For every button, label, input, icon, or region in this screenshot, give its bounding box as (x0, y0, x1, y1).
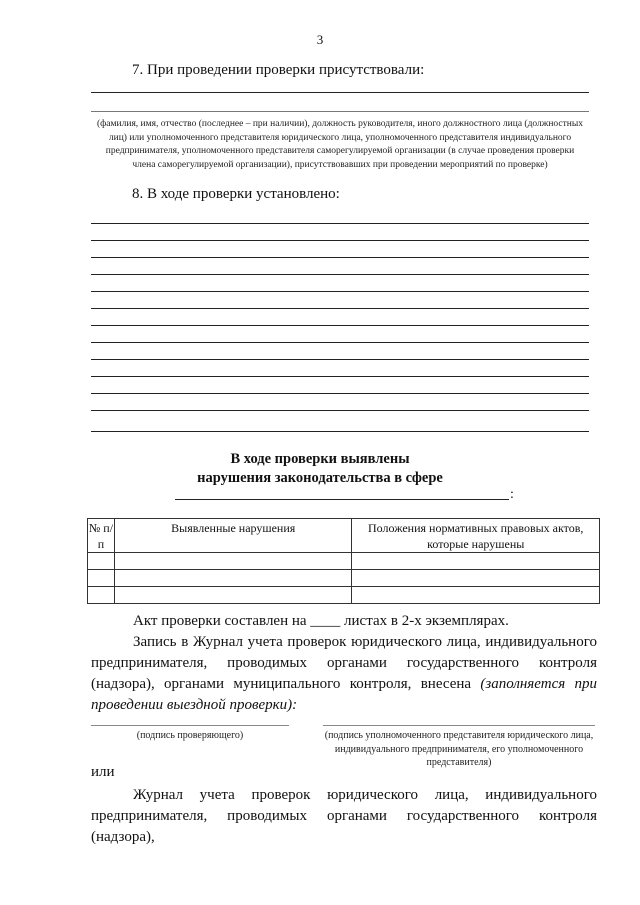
col-regulations-header: Положения нормативных правовых актов, которые нарушены (352, 519, 600, 553)
fill-line (91, 291, 589, 292)
act-section (91, 611, 597, 716)
table-row (88, 570, 600, 587)
table-cell[interactable] (88, 587, 115, 604)
fill-line (91, 240, 589, 241)
table-cell[interactable] (352, 570, 600, 587)
fill-line (91, 274, 589, 275)
table-cell[interactable] (352, 587, 600, 604)
fill-line (91, 342, 589, 343)
act-sheets-text: Акт проверки составлен на ____ листах в 2-х экземплярах. (133, 613, 509, 629)
fill-line (91, 359, 589, 360)
inspector-signature-line[interactable] (91, 725, 289, 726)
journal-text: Запись в Журнал учета проверок юридического лица, индивидуального предпринимателя, проводимых органами государственного контроля (надзора), органами муниципального контроля, внесена (91, 634, 597, 692)
fill-line (91, 223, 589, 224)
fill-line (91, 111, 589, 112)
final-section (91, 785, 597, 848)
col-number-header: № п/п (88, 519, 115, 553)
table-cell[interactable] (88, 553, 115, 570)
fill-line (91, 257, 589, 258)
section-7-heading: 7. При проведении проверки присутствовали: (132, 62, 425, 78)
fill-line (91, 376, 589, 377)
page-number: 3 (316, 32, 324, 47)
representative-signature-line[interactable] (323, 725, 595, 726)
section-8-heading: 8. В ходе проверки установлено: (132, 186, 340, 202)
violations-title-line1: В ходе проверки выявлены (230, 451, 410, 467)
or-text: или (91, 764, 115, 780)
fill-line (91, 308, 589, 309)
table-header-row (88, 519, 600, 553)
journal-note: (заполняется при проведении выездной проверки): (91, 676, 597, 713)
fill-line (91, 410, 589, 411)
sphere-colon: : (510, 487, 514, 502)
final-text: Журнал учета проверок юридического лица, индивидуального предпринимателя, проводимых органами государственного контроля (надзора), (91, 787, 597, 845)
fill-line (91, 431, 589, 432)
table-cell[interactable] (114, 553, 352, 570)
section-7-caption: (фамилия, имя, отчество (последнее – при наличии), должность руководителя, иного должностного лица (должностных лиц) или уполномоченного представителя юридического лица, уполномоченного представителя индивидуального предпринимателя, уполномоченного представителя саморегулируемой организации (в случае проведения проверки члена саморегулируемой организации), присутствовавших при проведении мероприятий по проверке) (96, 119, 584, 170)
table-row (88, 587, 600, 604)
inspector-signature-caption: (подпись проверяющего) (136, 730, 244, 741)
col-violations-header: Выявленные нарушения (114, 519, 352, 553)
journal-paragraph (91, 632, 597, 716)
table-cell[interactable] (114, 570, 352, 587)
representative-signature-caption: (подпись уполномоченного представителя юридического лица, индивидуального предпринимателя, его уполномоченного представителя) (324, 730, 594, 768)
table-cell[interactable] (114, 587, 352, 604)
table-cell[interactable] (352, 553, 600, 570)
violations-title-line2: нарушения законодательства в сфере (197, 470, 443, 486)
table-row (88, 553, 600, 570)
fill-line (91, 325, 589, 326)
violations-table (87, 518, 600, 604)
fill-line (91, 92, 589, 93)
sphere-fill-line (175, 499, 509, 500)
table-cell[interactable] (88, 570, 115, 587)
fill-line (91, 393, 589, 394)
